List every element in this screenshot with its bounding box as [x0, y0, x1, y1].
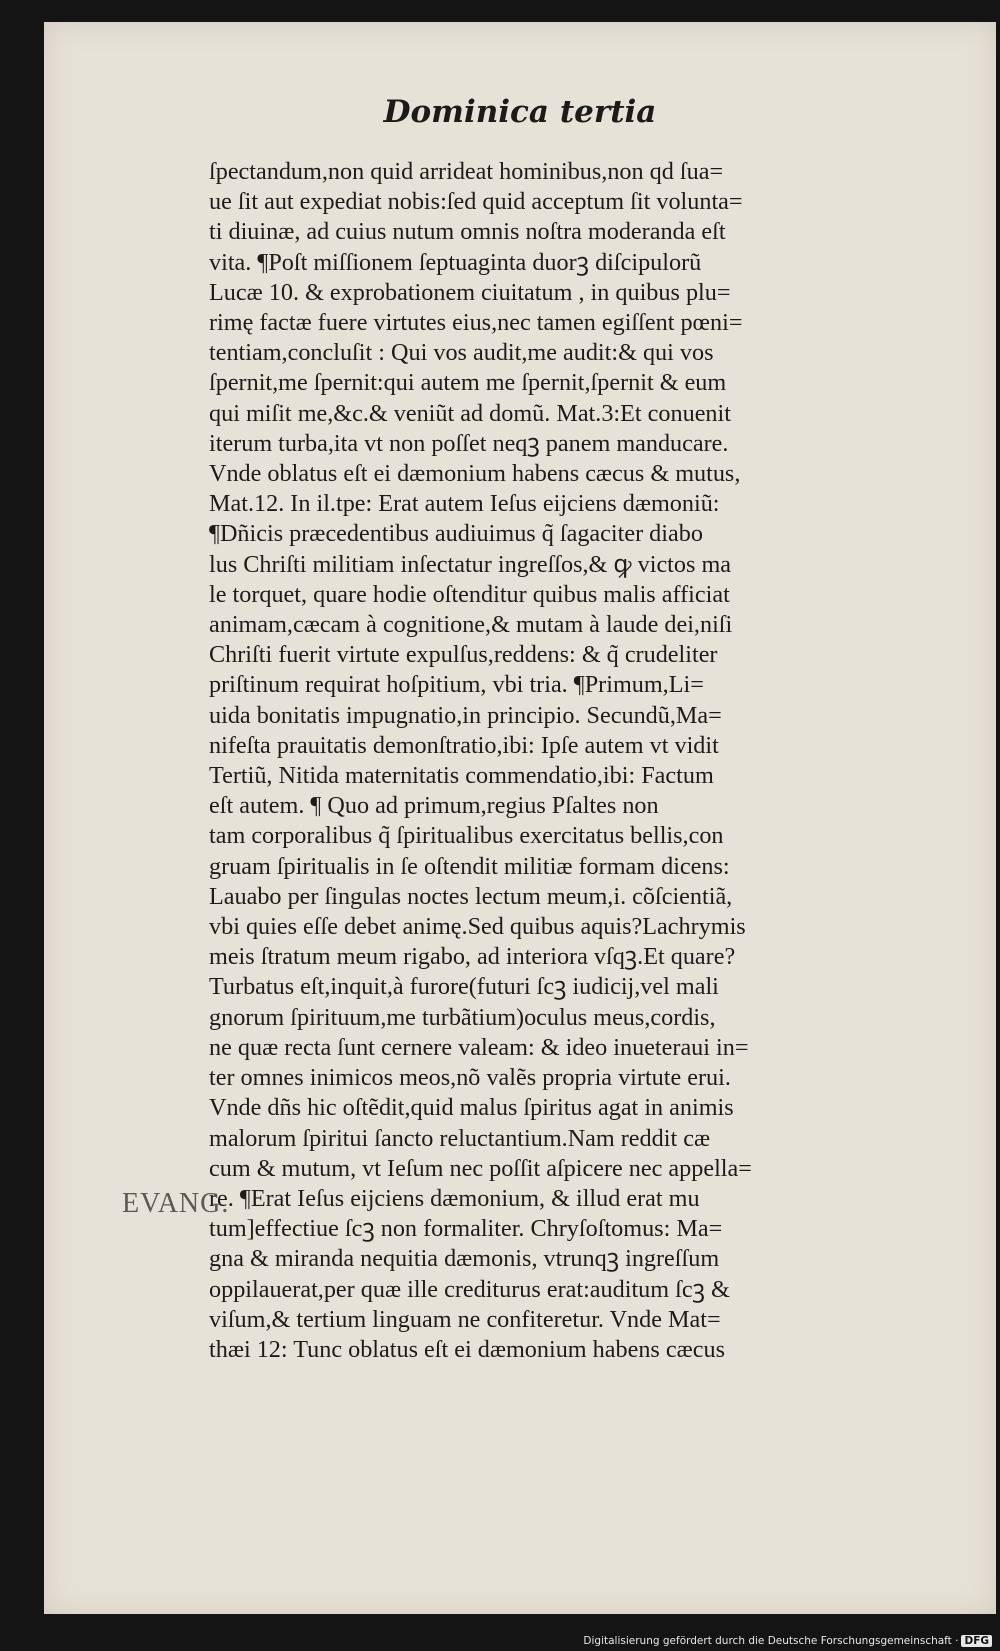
text-line: eſt autem. ¶ Quo ad primum,regius Pſaltes non	[209, 792, 659, 820]
text-line: gna & miranda nequitia dæmonis, vtrunqꝫ ingreſſum	[209, 1245, 720, 1273]
text-line: nifeſta prauitatis demonſtratio,ibi: Ipſe autem vt vidit	[209, 731, 719, 759]
body-text	[209, 157, 983, 1365]
text-line: re. ¶Erat Ieſus eijciens dæmonium, & illud erat mu	[209, 1184, 700, 1212]
text-line: ſpernit,me ſpernit:qui autem me ſpernit,ſpernit & eum	[209, 369, 727, 397]
text-line: Turbatus eſt,inquit,à furore(futuri ſcꝫ iudicij,vel mali	[209, 973, 719, 1001]
text-line: ter omnes inimicos meos,nõ valẽs propria virtute erui.	[209, 1064, 731, 1092]
text-line: rimę factæ fuere virtutes eius,nec tamen egiſſent pœni=	[209, 309, 743, 337]
text-line: meis ſtratum meum rigabo, ad interiora vſqꝫ.Et quare?	[209, 943, 736, 971]
text-line: qui miſit me,&c.& veniũt ad domũ. Mat.3:Et conuenit	[209, 399, 731, 427]
running-header: Dominica tertia	[383, 94, 657, 130]
text-line: lus Chriſti militiam inſectatur ingreſſos,& ꝙ victos ma	[209, 550, 732, 578]
text-line: iterum turba,ita vt non poſſet neqꝫ panem manducare.	[209, 429, 729, 457]
dfg-logo: DFG	[961, 1635, 992, 1647]
text-line: cum & mutum, vt Ieſum nec poſſit aſpicere nec appella=	[209, 1154, 752, 1182]
text-line: ſpectandum,non quid arrideat hominibus,non qd ſua=	[209, 158, 724, 185]
text-line: ti diuinæ, ad cuius nutum omnis noſtra moderanda eſt	[209, 218, 726, 246]
text-line: oppilauerat,per quæ ille crediturus erat:auditum ſcꝫ &	[209, 1275, 730, 1303]
text-line: tum]effectiue ſcꝫ non formaliter. Chryſoſtomus: Ma=	[209, 1215, 723, 1243]
text-line: gnorum ſpirituum,me turbãtium)oculus meus,cordis,	[209, 1003, 716, 1031]
text-line: ¶Dñicis præcedentibus audiuimus q̃ ſagaciter diabo	[209, 520, 703, 548]
text-line: thæi 12: Tunc oblatus eſt ei dæmonium habens cæcus	[209, 1335, 725, 1363]
text-line: vita. ¶Poſt miſſionem ſeptuaginta duorꝫ diſcipulorũ	[209, 248, 702, 276]
credit-text: Digitalisierung gefördert durch die Deutsche Forschungsgemeinschaft ·	[583, 1635, 959, 1647]
text-line: Lucæ 10. & exprobationem ciuitatum , in quibus plu=	[209, 278, 731, 306]
digitization-credit	[583, 1635, 992, 1647]
text-line: Mat.12. In il.tpe: Erat autem Ieſus eijciens dæmoniũ:	[209, 490, 720, 518]
text-line: le torquet, quare hodie oſtenditur quibus malis afficiat	[209, 580, 730, 608]
text-line: Vnde dñs hic oſtẽdit,quid malus ſpiritus agat in animis	[209, 1094, 734, 1122]
text-line: gruam ſpiritualis in ſe oſtendit militiæ formam dicens:	[209, 852, 730, 880]
text-line: ue ſit aut expediat nobis:ſed quid acceptum ſit volunta=	[209, 188, 743, 216]
text-line: viſum,& tertium linguam ne confiteretur. Vnde Mat=	[209, 1305, 721, 1333]
text-line: priſtinum requirat hoſpitium, vbi tria. ¶Primum,Li=	[209, 671, 704, 699]
book-page	[44, 22, 996, 1614]
text-line: uida bonitatis impugnatio,in principio. Secundũ,Ma=	[209, 701, 722, 729]
text-line: vbi quies eſſe debet animę.Sed quibus aquis?Lachrymis	[209, 913, 746, 941]
text-line: Tertiũ, Nitida maternitatis commendatio,ibi: Factum	[209, 762, 714, 790]
margin-note: EVANG.	[122, 1188, 230, 1219]
text-line: tam corporalibus q̃ ſpiritualibus exercitatus bellis,con	[209, 822, 724, 850]
text-line: ne quæ recta ſunt cernere valeam: & ideo inueteraui in=	[209, 1033, 749, 1061]
text-line: Chriſti fuerit virtute expulſus,reddens: & q̃ crudeliter	[209, 641, 718, 669]
text-line: Vnde oblatus eſt ei dæmonium habens cæcus & mutus,	[209, 460, 741, 488]
text-line: tentiam,concluſit : Qui vos audit,me audit:& qui vos	[209, 339, 714, 367]
text-line: malorum ſpiritui ſancto reluctantium.Nam reddit cæ	[209, 1124, 711, 1152]
text-line: animam,cæcam à cognitione,& mutam à laude dei,niſi	[209, 611, 733, 639]
text-line: Lauabo per ſingulas noctes lectum meum,i. cõſcientiã,	[209, 882, 733, 910]
